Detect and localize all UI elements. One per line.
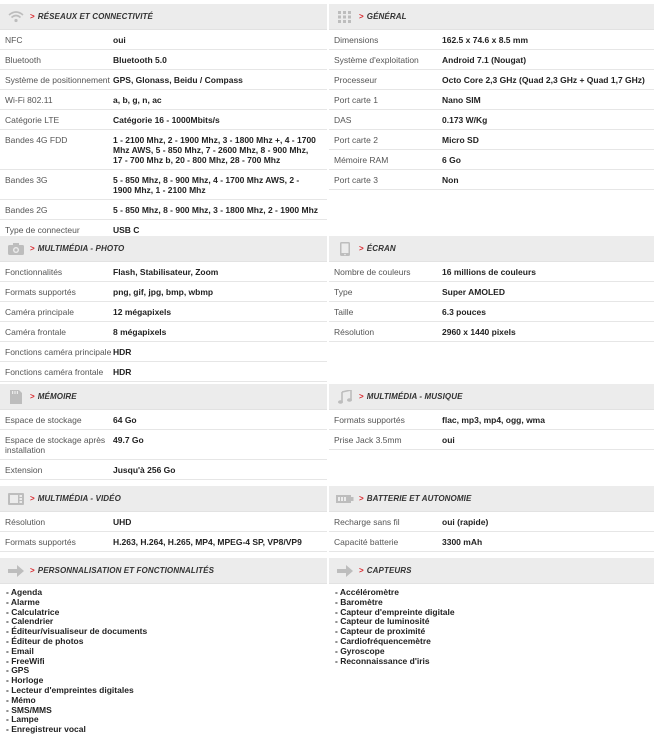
list-item: - Reconnaissance d'iris <box>335 655 430 666</box>
spec-value: Catégorie 16 - 1000Mbits/s <box>113 115 220 125</box>
spec-label: Caméra frontale <box>5 327 66 337</box>
spec-row <box>0 200 327 220</box>
spec-row <box>329 30 654 50</box>
spec-label: Bandes 3G <box>5 175 48 185</box>
feature-list <box>0 584 327 739</box>
spec-row <box>329 262 654 282</box>
list-item: - Alarme <box>6 596 40 607</box>
spec-value: oui <box>442 435 455 445</box>
list-item: - FreeWifi <box>6 655 45 666</box>
spec-row <box>0 512 327 532</box>
spec-value: 3300 mAh <box>442 537 483 547</box>
title-arrow: > <box>359 494 364 503</box>
spec-row <box>0 30 327 50</box>
list-item: - Agenda <box>6 587 43 597</box>
spec-value: Non <box>442 175 459 185</box>
spec-row <box>0 460 327 480</box>
list-item: - Calendrier <box>6 616 54 627</box>
section-title-text: MULTIMÉDIA - PHOTO <box>37 244 125 253</box>
section-title <box>359 566 412 575</box>
spec-value: HDR <box>113 367 132 377</box>
list-item: - Accéléromètre <box>335 587 399 597</box>
spec-value: Flash, Stabilisateur, Zoom <box>113 267 219 277</box>
list-item: - Lecteur d'empreintes digitales <box>6 684 134 695</box>
spec-label: Processeur <box>334 75 377 85</box>
spec-label: Formats supportés <box>5 537 76 547</box>
list-item: - Mémo <box>6 694 36 705</box>
spec-row <box>0 70 327 90</box>
spec-label: Résolution <box>5 517 46 527</box>
spec-row <box>0 302 327 322</box>
phone-icon <box>335 242 355 256</box>
spec-value: 64 Go <box>113 415 137 425</box>
title-arrow: > <box>359 392 364 401</box>
spec-value: 12 mégapixels <box>113 307 172 317</box>
list-item: - Calculatrice <box>6 606 60 617</box>
spec-value: Jusqu'à 256 Go <box>113 465 176 475</box>
list-item: - GPS <box>6 665 30 676</box>
section-title <box>30 12 153 21</box>
spec-label: Bandes 4G FDD <box>5 135 68 145</box>
title-arrow: > <box>359 244 364 253</box>
spec-label: Port carte 3 <box>334 175 378 185</box>
spec-row <box>0 282 327 302</box>
section-title <box>359 392 463 401</box>
section-photo <box>0 236 327 382</box>
spec-value: 16 millions de couleurs <box>442 267 537 277</box>
spec-row <box>0 110 327 130</box>
spec-value: 6 Go <box>442 155 461 165</box>
spec-value: UHD <box>113 517 132 527</box>
spec-row <box>329 410 654 430</box>
section-header-musique <box>329 384 654 410</box>
spec-value: Android 7.1 (Nougat) <box>442 55 527 65</box>
spec-row <box>0 170 327 200</box>
spec-row <box>0 532 327 552</box>
spec-value: Micro SD <box>442 135 479 145</box>
section-header-perso <box>0 558 327 584</box>
list-item: - Lampe <box>6 714 39 725</box>
spec-label: Dimensions <box>334 35 379 45</box>
list-item: - Horloge <box>6 675 44 686</box>
memory-card-icon <box>6 390 26 404</box>
spec-label: Fonctions caméra frontale <box>5 367 104 377</box>
spec-row <box>0 130 327 170</box>
section-header-general <box>329 4 654 30</box>
camera-icon <box>6 242 26 256</box>
spec-row <box>329 50 654 70</box>
title-arrow: > <box>359 12 364 21</box>
list-item: - Email <box>6 645 34 656</box>
section-general <box>329 4 654 190</box>
section-musique <box>329 384 654 450</box>
video-icon <box>6 492 26 506</box>
spec-label: DAS <box>334 115 352 125</box>
section-memoire <box>0 384 327 480</box>
list-item: - Cardiofréquencemètre <box>335 635 431 646</box>
section-title <box>359 12 407 21</box>
spec-label: Résolution <box>334 327 375 337</box>
list-item: - Éditeur/visualiseur de documents <box>6 626 148 637</box>
spec-value: Nano SIM <box>442 95 481 105</box>
section-title-text: ÉCRAN <box>366 244 396 253</box>
spec-value: 49.7 Go <box>113 435 144 445</box>
spec-label: Type de connecteur <box>5 225 80 235</box>
section-title <box>30 566 214 575</box>
spec-row <box>329 302 654 322</box>
list-item: - Baromètre <box>335 596 383 607</box>
spec-label: Mémoire RAM <box>334 155 389 165</box>
section-header-video <box>0 486 327 512</box>
spec-label: Capacité batterie <box>334 537 399 547</box>
spec-row <box>0 362 327 382</box>
spec-value: oui (rapide) <box>442 517 489 527</box>
list-item: - Capteur de proximité <box>335 626 426 637</box>
spec-value: a, b, g, n, ac <box>113 95 162 105</box>
section-header-memoire <box>0 384 327 410</box>
spec-row <box>0 410 327 430</box>
spec-value: png, gif, jpg, bmp, wbmp <box>113 287 214 297</box>
spec-row <box>329 70 654 90</box>
title-arrow: > <box>359 566 364 575</box>
section-title-text: BATTERIE ET AUTONOMIE <box>366 494 472 503</box>
list-item: - Capteur de luminosité <box>335 616 430 627</box>
spec-label: Formats supportés <box>5 287 76 297</box>
section-title-text: MULTIMÉDIA - VIDÉO <box>37 494 121 503</box>
section-perso <box>0 558 327 739</box>
list-item: - Capteur d'empreinte digitale <box>335 606 455 617</box>
section-batterie <box>329 486 654 552</box>
spec-label: Espace de stockage <box>5 415 82 425</box>
spec-value: oui <box>113 35 126 45</box>
section-title-text: CAPTEURS <box>366 566 412 575</box>
list-item: - SMS/MMS <box>6 704 52 715</box>
arrow-right-icon <box>335 564 355 578</box>
spec-label: Bandes 2G <box>5 205 48 215</box>
spec-row <box>329 150 654 170</box>
spec-label: Extension <box>5 465 43 475</box>
title-arrow: > <box>30 244 35 253</box>
section-video <box>0 486 327 552</box>
spec-row <box>0 90 327 110</box>
music-note-icon <box>335 390 355 404</box>
spec-label: NFC <box>5 35 23 45</box>
spec-value: Bluetooth 5.0 <box>113 55 167 65</box>
spec-value: 6.3 pouces <box>442 307 486 317</box>
section-title <box>30 244 124 253</box>
section-ecran <box>329 236 654 342</box>
spec-value: HDR <box>113 347 132 357</box>
spec-label: Type <box>334 287 353 297</box>
section-header-reseaux <box>0 4 327 30</box>
spec-row <box>0 342 327 362</box>
section-header-batterie <box>329 486 654 512</box>
list-item: - Gyroscope <box>335 645 385 656</box>
spec-label: Espace de stockage après installation <box>5 435 106 455</box>
section-title <box>30 392 77 401</box>
spec-row <box>0 262 327 282</box>
section-header-capteurs <box>329 558 654 584</box>
spec-value: USB C <box>113 225 140 235</box>
section-title-text: RÉSEAUX ET CONNECTIVITÉ <box>37 12 153 21</box>
spec-row <box>329 532 654 552</box>
spec-value: GPS, Glonass, Beidu / Compass <box>113 75 243 85</box>
spec-value: 2960 x 1440 pixels <box>442 327 516 337</box>
spec-label: Catégorie LTE <box>5 115 60 125</box>
spec-value: Super AMOLED <box>442 287 505 297</box>
list-item: - Enregistreur vocal <box>6 724 86 735</box>
section-title <box>359 494 471 503</box>
spec-label: Taille <box>334 307 354 317</box>
spec-row <box>0 50 327 70</box>
spec-value: H.263, H.264, H.265, MP4, MPEG-4 SP, VP8/VP9 <box>113 537 302 547</box>
spec-row <box>329 110 654 130</box>
section-title-text: MÉMOIRE <box>37 392 77 401</box>
spec-row <box>329 130 654 150</box>
spec-row <box>329 430 654 450</box>
spec-label: Système d'exploitation <box>334 55 419 65</box>
section-title-text: GÉNÉRAL <box>366 12 407 21</box>
spec-row <box>0 430 327 460</box>
section-header-ecran <box>329 236 654 262</box>
spec-row <box>329 170 654 190</box>
title-arrow: > <box>30 392 35 401</box>
spec-label: Fonctionnalités <box>5 267 63 277</box>
spec-value: flac, mp3, mp4, ogg, wma <box>442 415 545 425</box>
section-title <box>359 244 396 253</box>
feature-list <box>329 584 654 670</box>
spec-label: Système de positionnement <box>5 75 110 85</box>
spec-label: Formats supportés <box>334 415 405 425</box>
spec-label: Recharge sans fil <box>334 517 400 527</box>
spec-label: Port carte 2 <box>334 135 378 145</box>
title-arrow: > <box>30 494 35 503</box>
spec-value: 0.173 W/Kg <box>442 115 488 125</box>
spec-label: Nombre de couleurs <box>334 267 411 277</box>
spec-label: Fonctions caméra principale <box>5 347 112 357</box>
list-item: - Éditeur de photos <box>6 635 84 646</box>
section-capteurs <box>329 558 654 670</box>
spec-value: Octo Core 2,3 GHz (Quad 2,3 GHz + Quad 1,7 GHz) <box>442 75 645 85</box>
arrow-right-icon <box>6 564 26 578</box>
spec-label: Bluetooth <box>5 55 41 65</box>
spec-row <box>329 90 654 110</box>
title-arrow: > <box>30 12 35 21</box>
section-title-text: PERSONNALISATION ET FONCTIONNALITÉS <box>37 566 215 575</box>
spec-label: Caméra principale <box>5 307 74 317</box>
battery-icon <box>335 492 355 506</box>
title-arrow: > <box>30 566 35 575</box>
spec-row <box>329 322 654 342</box>
section-header-photo <box>0 236 327 262</box>
spec-value: 8 mégapixels <box>113 327 167 337</box>
spec-row <box>0 322 327 342</box>
spec-row <box>329 282 654 302</box>
grid-icon <box>335 10 355 24</box>
wifi-icon <box>6 10 26 24</box>
spec-label: Prise Jack 3.5mm <box>334 435 402 445</box>
spec-label: Port carte 1 <box>334 95 378 105</box>
spec-value: 162.5 x 74.6 x 8.5 mm <box>442 35 529 45</box>
spec-label: Wi-Fi 802.11 <box>5 95 53 105</box>
spec-value: 5 - 850 Mhz, 8 - 900 Mhz, 4 - 1700 Mhz AWS, 2 - 1900 Mhz, 1 - 2100 Mhz <box>113 175 300 195</box>
section-reseaux <box>0 4 327 240</box>
spec-row <box>329 512 654 532</box>
section-title-text: MULTIMÉDIA - MUSIQUE <box>366 392 463 401</box>
spec-value: 5 - 850 Mhz, 8 - 900 Mhz, 3 - 1800 Mhz, 2 - 1900 Mhz <box>113 205 319 215</box>
spec-value: 1 - 2100 Mhz, 2 - 1900 Mhz, 3 - 1800 Mhz +, 4 - 1700 Mhz AWS, 5 - 850 Mhz, 7 - 2600 Mhz, 8 - 900 Mhz, 17 - 700 Mhz b, 20 - 800 Mhz, 28 - 700 Mhz <box>113 135 316 165</box>
section-title <box>30 494 121 503</box>
